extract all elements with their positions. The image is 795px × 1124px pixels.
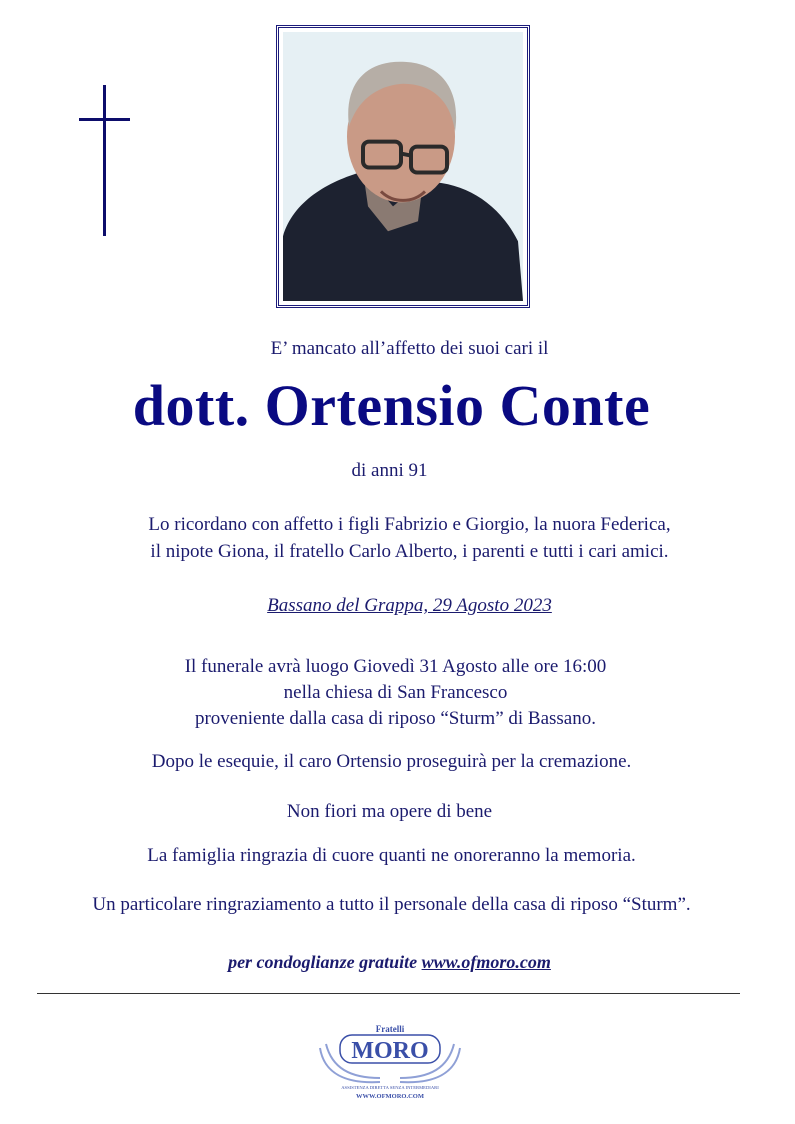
staff-thanks-text: Un particolare ringraziamento a tutto il personale della casa di riposo “Sturm”. <box>92 894 691 915</box>
divider <box>37 993 740 994</box>
portrait-photo <box>283 32 523 301</box>
family-thanks-text: La famiglia ringrazia di cuore quanti ne onoreranno la memoria. <box>147 845 636 866</box>
funeral-line-3: proveniente dalla casa di riposo “Sturm” di Bassano. <box>194 708 596 729</box>
funeral-line-2: nella chiesa di San Francesco <box>283 682 508 703</box>
age-text: di anni 91 <box>351 460 428 481</box>
family-line-2: il nipote Giona, il fratello Carlo Alberto, i parenti e tutti i cari amici. <box>150 541 669 562</box>
place-date: Bassano del Grappa, 29 Agosto 2023 <box>267 595 552 616</box>
portrait-frame <box>276 25 530 308</box>
condolences-link[interactable]: www.ofmoro.com <box>421 952 551 972</box>
funeral-line-1: Il funerale avrà luogo Giovedì 31 Agosto alle ore 16:00 <box>184 656 607 677</box>
flowers-text: Non fiori ma opere di bene <box>286 801 493 822</box>
condolences-line <box>0 952 787 973</box>
cremation-text: Dopo le esequie, il caro Ortensio proseguirà per la cremazione. <box>151 751 632 772</box>
condolences-label: per condoglianze gratuite <box>228 952 418 972</box>
logo-website: WWW.OFMORO.COM <box>355 1093 425 1100</box>
logo-top-text: Fratelli <box>375 1024 405 1034</box>
logo-tagline: ASSISTENZA DIRETTA SENZA INTERMEDIARI <box>341 1085 439 1090</box>
family-line-1: Lo ricordano con affetto i figli Fabrizio e Giorgio, la nuora Federica, <box>148 514 671 535</box>
cross-icon-bar <box>79 118 130 121</box>
intro-text: E’ mancato all’affetto dei suoi cari il <box>270 338 549 359</box>
deceased-name: dott. Ortensio Conte <box>132 373 651 438</box>
logo-main-text: MORO <box>351 1038 429 1064</box>
cross-icon <box>103 85 106 236</box>
fratelli-moro-logo <box>310 1018 470 1104</box>
